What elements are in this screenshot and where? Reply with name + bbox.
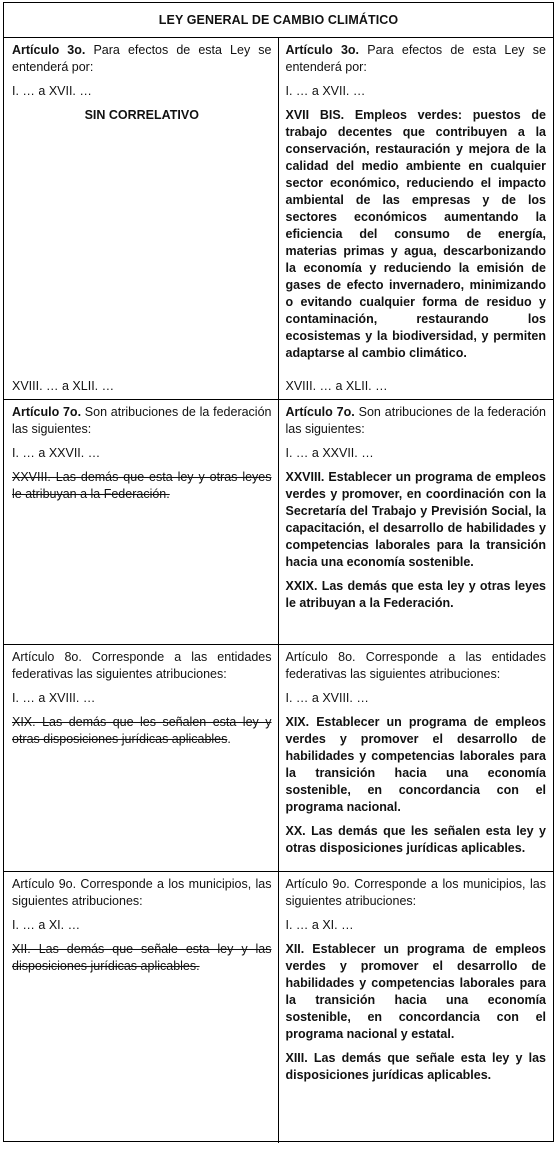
table-row-art8	[4, 645, 553, 872]
art3-left-heading-rest: Para efectos de esta Ley se entenderá por:	[12, 43, 272, 74]
art9-right-heading: Artículo 9o. Corresponde a los municipios, las siguientes atribuciones:	[285, 877, 546, 908]
comparison-table	[3, 2, 554, 1142]
art7-left-heading: Artículo 7o.	[12, 405, 82, 419]
art8-left-struck-end: .	[227, 732, 231, 746]
table-title: LEY GENERAL DE CAMBIO CLIMÁTICO	[4, 3, 553, 38]
art9-new-fraction-2: XIII. Las demás que señale esta ley y las disposiciones jurídicas aplicables.	[285, 1051, 546, 1082]
art7-left-range: I. … a XXVII. …	[12, 446, 101, 460]
art3-right-tail: XVIII. … a XLII. …	[285, 379, 388, 393]
art8-right-heading: Artículo 8o. Corresponde a las entidades federativas las siguientes atribuciones:	[285, 650, 546, 681]
art8-right-range: I. … a XVIII. …	[285, 691, 369, 705]
art7-left-struck: XXVIII. Las demás que esta ley y otras leyes le atribuyan a la Federación.	[12, 470, 272, 501]
art3-new-fraction-label: XVII BIS.	[285, 108, 345, 122]
art9-proposed-text	[279, 872, 554, 1143]
art7-proposed-text	[279, 400, 554, 644]
art9-current-text	[4, 872, 279, 1143]
art9-left-range: I. … a XI. …	[12, 918, 81, 932]
art9-new-fraction-1: XII. Establecer un programa de empleos verdes y promover el desarrollo de habilidades y competencias laborales para la transición hacia una economía sostenible, en concordancia con el programa nacional y estatal.	[285, 942, 546, 1041]
art7-right-heading: Artículo 7o.	[285, 405, 355, 419]
art7-right-range: I. … a XXVII. …	[285, 446, 374, 460]
art8-left-struck: XIX. Las demás que les señalen esta ley y otras disposiciones jurídicas aplicables	[12, 715, 272, 746]
art3-current-text	[4, 38, 279, 399]
art3-proposed-text	[279, 38, 554, 399]
art9-left-heading: Artículo 9o. Corresponde a los municipios, las siguientes atribuciones:	[12, 877, 272, 908]
art8-left-range: I. … a XVIII. …	[12, 691, 96, 705]
table-row-art3	[4, 38, 553, 400]
art8-new-fraction-1: XIX. Establecer un programa de empleos verdes y promover el desarrollo de habilidades y competencias laborales para la transición hacia una economía sostenible, en concordancia con el programa nacional.	[285, 715, 546, 814]
art8-current-text	[4, 645, 279, 871]
art8-new-fraction-2: XX. Las demás que les señalen esta ley y otras disposiciones jurídicas aplicables.	[285, 824, 546, 855]
art3-right-range: I. … a XVII. …	[285, 84, 366, 98]
art3-new-fraction-text: Empleos verdes: puestos de trabajo decentes que contribuyen a la conservación, restauración y mejora de la calidad del medio ambiente en cualquier sector económico, reduciendo el impacto ambiental de las empresas y de los sectores económicos aumentando la eficiencia del consumo de energía, materias primas y agua, descarbonizando la economía y reduciendo la emisión de gases de efecto invernadero, minimizando o evitando cualquier forma de residuo y contaminación, restaurando los ecosistemas y la biodiversidad, y permiten adaptarse al cambio climático.	[285, 108, 547, 360]
art7-new-fraction-1: XXVIII. Establecer un programa de empleos verdes y promover, en coordinación con la Secretaría del Trabajo y Previsión Social, la capacitación, el desarrollo de habilidades y competencias laborales para la transición hacia una economía sostenible.	[285, 470, 546, 569]
art3-left-no-correlative: SIN CORRELATIVO	[84, 108, 199, 122]
art3-right-heading: Artículo 3o.	[285, 43, 360, 57]
art8-proposed-text	[279, 645, 554, 871]
art9-right-range: I. … a XI. …	[285, 918, 354, 932]
art3-left-heading: Artículo 3o.	[12, 43, 86, 57]
art7-right-heading-rest: Son atribuciones de la federación las siguientes:	[285, 405, 546, 436]
table-row-art7	[4, 400, 553, 645]
art9-left-struck: XII. Las demás que señale esta ley y las disposiciones jurídicas aplicables.	[12, 942, 272, 973]
art7-new-fraction-2: XXIX. Las demás que esta ley y otras leyes le atribuyan a la Federación.	[285, 579, 546, 610]
art3-left-range: I. … a XVII. …	[12, 84, 92, 98]
art8-left-heading: Artículo 8o. Corresponde a las entidades federativas las siguientes atribuciones:	[12, 650, 272, 681]
art7-left-heading-rest: Son atribuciones de la federación las siguientes:	[12, 405, 272, 436]
art7-current-text	[4, 400, 279, 644]
art3-right-heading-rest: Para efectos de esta Ley se entenderá por:	[285, 43, 546, 74]
table-row-art9	[4, 872, 553, 1143]
art3-left-tail: XVIII. … a XLII. …	[12, 379, 115, 393]
